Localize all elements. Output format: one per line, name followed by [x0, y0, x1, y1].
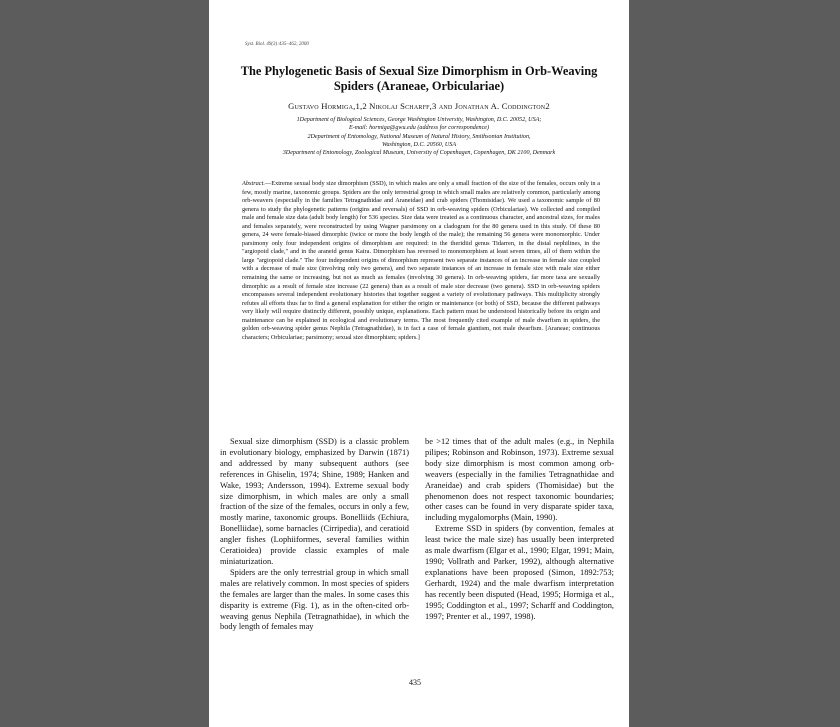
affiliation-line: E-mail: hormiga@gwu.edu (address for correspondence)	[348, 125, 490, 132]
body-column-right	[425, 437, 614, 622]
affiliations	[233, 116, 605, 157]
body-paragraph: Spiders are the only terrestrial group in which small males are relatively common. In most species of spiders the females are larger than the males. In some cases this disparity is extreme (Fig. 1), as in the often-cited orb-weaving genus Nephila (Tetragnathidae), in which the body length of females may	[220, 567, 409, 632]
abstract-lead: Abstract.	[242, 180, 265, 187]
page-number: 435	[409, 678, 421, 687]
affiliation-line: 2Department of Entomology, National Museum of Natural History, Smithsonian Institution,	[307, 133, 531, 140]
abstract	[242, 180, 600, 342]
body-paragraph: be >12 times that of the adult males (e.g., in Nephila pilipes; Robinson and Robinson, 1973). Extreme sexual body size dimorphism is most common among orb-weavers (especially in the families Tetragnathidae and Araneidae) and crab spiders (Thomisidae) but the phenomenon does not respect taxonomic boundaries; other cases can be found in very disparate spider taxa, including mygalomorphs (Main, 1990).	[425, 437, 614, 523]
author-list: Gustavo Hormiga,1,2 Nikolaj Scharff,3 and Jonathan A. Coddington2	[288, 101, 550, 111]
body-column-left	[220, 437, 409, 633]
journal-reference: Syst. Biol. 49(3):435–462, 2000	[245, 42, 309, 47]
affiliation-line: 1Department of Biological Sciences, George Washington University, Washington, D.C. 20052, USA;	[296, 117, 542, 123]
paper-page	[209, 0, 629, 727]
body-paragraph: Extreme SSD in spiders (by convention, females at least twice the male size) has usually been interpreted as male dwarfism (Elgar et al., 1990; Elgar, 1991; Main, 1990; Vollrath and Parker, 1992), although alternative explanations have been proposed (Simon, 1892:753; Gerhardt, 1924) and the male dwarfism interpretation has recently been disputed (Head, 1995; Hormiga et al., 1995; Coddington et al., 1997; Scharff and Coddington, 1997; Prenter et al., 1997, 1998).	[425, 524, 614, 621]
affiliation-line: 3Department of Entomology, Zoological Museum, University of Copenhagen, Copenhagen, DK 2100, Denmark	[282, 150, 556, 157]
body-paragraph: Sexual size dimorphism (SSD) is a classic problem in evolutionary biology, emphasized by Darwin (1871) and addressed by many subsequent authors (see references in Ghiselin, 1974; Shine, 1989; Hanken and Wake, 1993; Andersson, 1994). Extreme sexual body size dimorphism, in which males are only a small fraction of the size of the females, occurs in only a few, mostly marine, taxonomic groups. Bonelliids (Echiura, Bonelliidae), some barnacles (Cirripedia), and ceratioid angler fishes (Lophiiformes, several families within Ceratioidea) provide classic examples of male miniaturization.	[220, 437, 409, 566]
affiliation-line: Washington, D.C. 20560, USA	[381, 141, 457, 148]
abstract-text: —Extreme sexual body size dimorphism (SSD), in which males are only a small fraction of the size of the females, occurs only in a few, mostly marine, taxonomic groups. Spiders are the only terrestrial group in which small males are relatively common, particularly among orb-weavers (especially in the families Tetragnathidae and Araneidae) and crab spiders (Thomisidae). We used a taxonomic sample of 80 genera to study the phylogenetic patterns (origins and reversals) of SSD in orb-weaving spiders (Orbiculariae). We collected and compiled male and female size data (adult body length) for 536 species. Size data were treated as a continuous character, and ancestral sizes, for males and females separately, were reconstructed by using Wagner parsimony on a cladogram for the 80 genera used in this study. Of these 80 genera, 24 were female-biased dimorphic (twice or more the body length of the male); the remaining 56 genera were monomorphic. Under parsimony only four independent origins of dimorphism are required: in the theridiid genus Tidarren, in the distal nephilines, in the "argiopoid clade," and in the araneid genus Kaira. Dimorphism has reversed to monomorphism at least seven times, all of them within the large "argiopoid clade." The four independent origins of dimorphism represent two separate instances of an increase in female size coupled with a decrease of male size (involving only two genera), and two separate instances of an increase in female size with male size either remaining the same or increasing, but not as much as females (involving 30 genera). In orb-weaving spiders, far more taxa are sexually dimorphic as a result of female size increase (22 genera) than as a result of male size decrease (two genera). SSD in orb-weaving spiders encompasses several independent evolutionary histories that together suggest a variety of evolutionary pathways. This multiplicity strongly refutes all efforts thus far to find a general explanation for either the origin or maintenance (or both) of SSD, because the different pathways very likely will require distinctly different, possibly unique, explanations. Each pattern must be understood historically before its origin and maintenance can be explained in ecological and evolutionary terms. The most frequently cited example of male dwarfism in spiders, the golden orb-weaving spider genus Nephila (Tetragnathidae), is in fact a case of female giantism, not male dwarfism. [Araneae; continuous characters; Orbiculariae; parsimony; sexual size dimorphism; spiders.]	[242, 180, 600, 341]
paper-title: The Phylogenetic Basis of Sexual Size Dimorphism in Orb-Weaving Spiders (Araneae, Orbiculariae)	[240, 64, 598, 93]
